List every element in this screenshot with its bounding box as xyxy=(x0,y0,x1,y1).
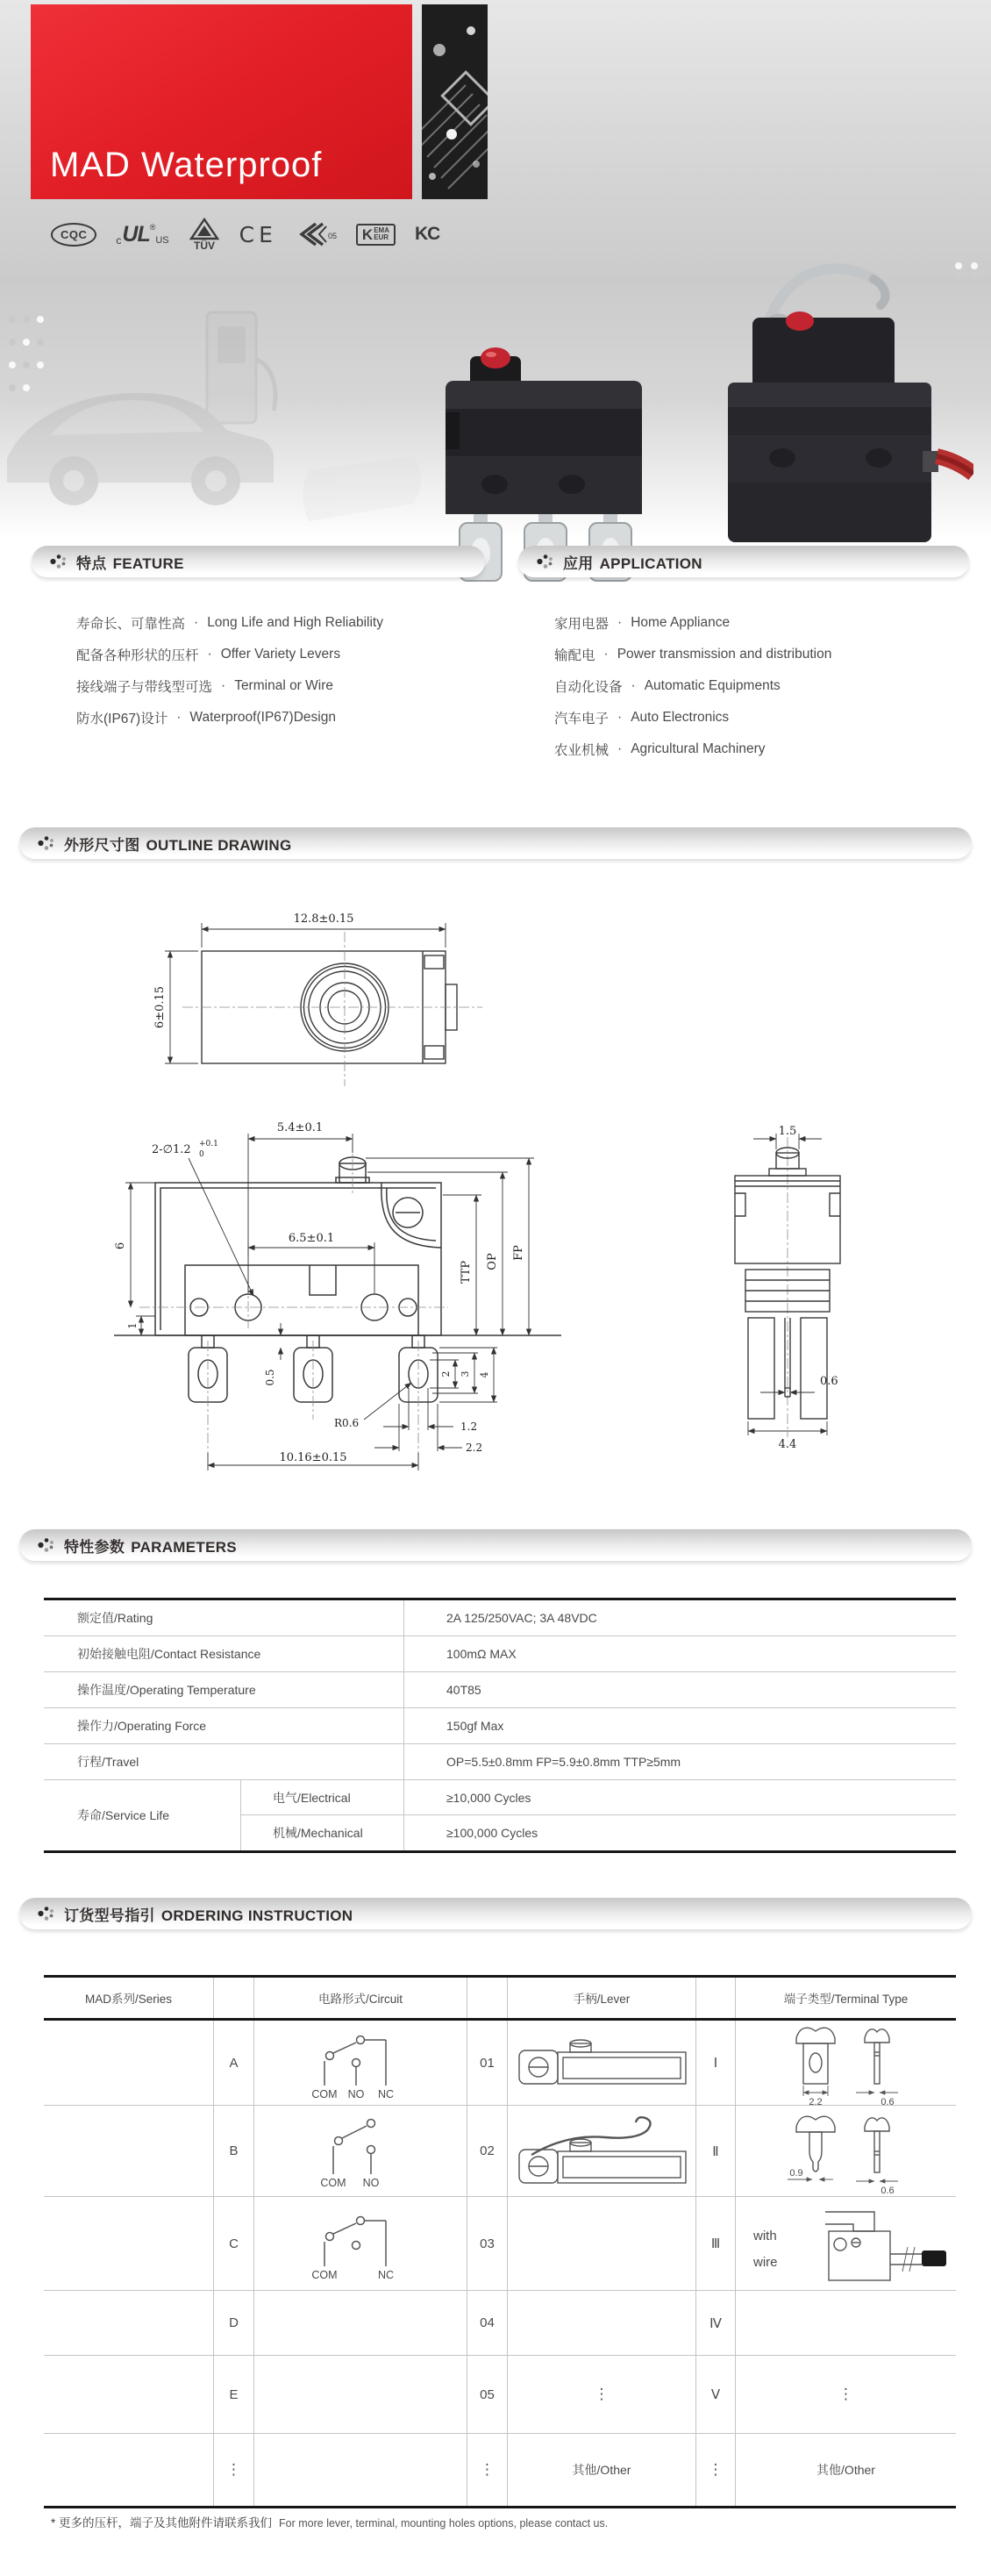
svg-text:COM: COM xyxy=(320,2176,346,2188)
code-number: 02 xyxy=(467,2106,507,2196)
code-number: 05 xyxy=(467,2356,507,2433)
application-item: 农业机械 · Agricultural Machinery xyxy=(554,741,766,758)
param-label: 额定值/Rating xyxy=(77,1611,153,1625)
section-title: 订货型号指引 ORDERING INSTRUCTION xyxy=(64,1907,353,1924)
table-row xyxy=(44,2356,956,2434)
table-row xyxy=(44,1672,956,1708)
application-item: 自动化设备 · Automatic Equipments xyxy=(554,678,781,695)
section-title: 特点 FEATURE xyxy=(76,555,184,572)
param-sublabel: 电气/Electrical xyxy=(240,1780,403,1814)
dots-icon xyxy=(49,553,67,570)
dim-label: 1.5 xyxy=(778,1125,797,1138)
dim-label: 4 xyxy=(479,1371,490,1378)
code-roman: Ⅱ xyxy=(695,2106,735,2196)
application-item: 输配电 · Power transmission and distribution xyxy=(554,647,832,663)
dim-label: 4.4 xyxy=(778,1438,797,1451)
dim-label: +0.1 xyxy=(199,1140,218,1148)
service-life-rows xyxy=(44,1780,956,1850)
code-letter: D xyxy=(213,2291,253,2355)
kema-keur-logo: K EMA EUR xyxy=(356,224,396,246)
circuit-diagram-spst-nc xyxy=(253,2197,467,2290)
code-roman: Ⅰ xyxy=(695,2021,735,2105)
table-row xyxy=(44,1744,956,1780)
parameters-section-header xyxy=(19,1529,972,1561)
svg-text:COM: COM xyxy=(311,2088,338,2100)
svg-text:COM: COM xyxy=(311,2269,338,2280)
code-letter: B xyxy=(213,2106,253,2196)
dim-label: 0.6 xyxy=(820,1375,838,1388)
table-row xyxy=(44,1636,956,1672)
dim-label: FP xyxy=(512,1245,525,1261)
outline-front-view-drawing xyxy=(101,1114,574,1483)
feature-item: 防水(IP67)设计 · Waterproof(IP67)Design xyxy=(76,710,336,726)
table-row xyxy=(44,1600,956,1636)
parameters-table xyxy=(44,1598,956,1853)
param-label: 操作温度/Operating Temperature xyxy=(77,1683,256,1697)
dim-label: R0.6 xyxy=(334,1417,360,1429)
svg-text:NO: NO xyxy=(347,2088,365,2100)
more-options-ellipsis: ⋮ xyxy=(467,2434,507,2506)
brand-block xyxy=(31,4,412,199)
table-row xyxy=(44,2291,956,2356)
ordering-section-header xyxy=(19,1898,972,1929)
table-header-row xyxy=(44,1978,956,2021)
param-label: 行程/Travel xyxy=(77,1755,139,1769)
application-item: 汽车电子 · Auto Electronics xyxy=(554,710,730,726)
dim-label: 10.16±0.15 xyxy=(279,1451,347,1464)
lever-drawing-pin xyxy=(507,2021,695,2105)
dim-label: TTP xyxy=(460,1260,473,1284)
dim-label: 2.2 xyxy=(466,1442,483,1454)
other-option-label: 其他/Other xyxy=(735,2434,956,2506)
param-sublabel: 机械/Mechanical xyxy=(240,1815,403,1850)
param-value: 150gf Max xyxy=(403,1708,956,1743)
dim-label: 5.4±0.1 xyxy=(276,1121,324,1134)
svg-text:2.2: 2.2 xyxy=(808,2097,823,2107)
dim-label: 2-∅1.2 xyxy=(152,1143,191,1156)
outline-section-header xyxy=(19,827,972,859)
code-number: 03 xyxy=(467,2197,507,2290)
dim-label: 2 xyxy=(440,1370,452,1377)
product-image-lever-switch xyxy=(702,251,973,564)
svg-text:with: with xyxy=(752,2229,777,2243)
param-label: 寿命/Service Life xyxy=(77,1808,170,1822)
outline-side-view-drawing xyxy=(697,1125,881,1451)
table-row xyxy=(44,2021,956,2106)
column-header-blank xyxy=(695,1978,735,2018)
tuv-logo xyxy=(189,218,220,251)
circuit-diagram-spst-no xyxy=(253,2106,467,2196)
kc-logo: KC xyxy=(414,224,440,244)
param-value: ≥100,000 Cycles xyxy=(403,1815,956,1850)
table-row xyxy=(44,1708,956,1744)
param-value: OP=5.5±0.8mm FP=5.9±0.8mm TTP≥5mm xyxy=(403,1744,956,1779)
terminal-drawing-1 xyxy=(735,2021,956,2105)
application-list xyxy=(554,607,831,765)
table-row xyxy=(44,2197,956,2291)
code-roman: Ⅴ xyxy=(695,2356,735,2433)
dim-label: 1 xyxy=(126,1322,139,1329)
section-title: 特性参数 PARAMETERS xyxy=(64,1538,237,1556)
circuit-board-image xyxy=(422,4,488,199)
dim-label: 0.5 xyxy=(264,1369,276,1386)
table-row xyxy=(240,1815,956,1850)
code-number: 04 xyxy=(467,2291,507,2355)
application-item: 家用电器 · Home Appliance xyxy=(554,615,731,632)
param-value: 40T85 xyxy=(403,1672,956,1707)
dots-icon xyxy=(536,553,553,570)
ek-logo xyxy=(296,220,337,248)
param-value: 100mΩ MAX xyxy=(403,1636,956,1671)
code-letter: C xyxy=(213,2197,253,2290)
table-row xyxy=(240,1780,956,1815)
feature-item: 接线端子与带线型可选 · Terminal or Wire xyxy=(76,678,334,695)
dim-label: 6±0.15 xyxy=(153,985,167,1029)
svg-text:NC: NC xyxy=(377,2269,395,2280)
column-header-terminal: 端子类型/Terminal Type xyxy=(735,1978,956,2018)
svg-text:05: 05 xyxy=(327,232,337,240)
column-header-blank xyxy=(467,1978,507,2018)
ul-logo: c UL ® US xyxy=(116,221,169,247)
footer-note: * 更多的压杆，端子及其他附件请联系我们 For more lever, terminal, mounting holes options, please contact us. xyxy=(51,2516,609,2529)
hero-banner xyxy=(0,0,991,539)
svg-text:TÜV: TÜV xyxy=(193,240,215,251)
dim-label: 6.5±0.1 xyxy=(288,1232,335,1245)
table-row xyxy=(44,2106,956,2197)
dots-icon xyxy=(37,1536,54,1554)
column-header-circuit: 电路形式/Circuit xyxy=(253,1978,467,2018)
dim-label: OP xyxy=(486,1253,499,1270)
svg-text:NC: NC xyxy=(377,2088,395,2100)
svg-text:NO: NO xyxy=(362,2176,380,2188)
certification-logos xyxy=(51,216,439,253)
feature-item: 寿命长、可靠性高 · Long Life and High Reliability xyxy=(76,615,383,632)
application-section-header xyxy=(518,546,969,577)
dim-label: 1.2 xyxy=(460,1420,478,1433)
table-row xyxy=(44,2434,956,2506)
column-header-lever: 手柄/Lever xyxy=(507,1978,695,2018)
svg-text:0.6: 0.6 xyxy=(880,2185,895,2196)
lever-drawing-simulated xyxy=(507,2106,695,2196)
svg-text:0.6: 0.6 xyxy=(880,2097,895,2107)
code-number: 01 xyxy=(467,2021,507,2105)
param-label: 初始接触电阻/Contact Resistance xyxy=(77,1647,261,1661)
dots-icon xyxy=(37,1905,54,1922)
param-value: 2A 125/250VAC; 3A 48VDC xyxy=(403,1600,956,1635)
dim-label: 0 xyxy=(199,1150,204,1159)
more-options-ellipsis: ⋮ xyxy=(507,2356,695,2433)
dim-label: 3 xyxy=(460,1370,471,1377)
feature-item: 配备各种形状的压杆 · Offer Variety Levers xyxy=(76,647,341,663)
param-label: 操作力/Operating Force xyxy=(77,1719,207,1733)
svg-text:wire: wire xyxy=(752,2255,778,2270)
cqc-logo: CQC xyxy=(51,223,96,247)
more-options-ellipsis: ⋮ xyxy=(735,2356,956,2433)
outline-top-view-drawing xyxy=(132,905,500,1106)
param-value: ≥10,000 Cycles xyxy=(403,1780,956,1814)
more-options-ellipsis: ⋮ xyxy=(213,2434,253,2506)
feature-section-header xyxy=(32,546,485,577)
code-roman: Ⅲ xyxy=(695,2197,735,2290)
feature-list xyxy=(76,607,383,733)
svg-text:0.9: 0.9 xyxy=(788,2167,803,2179)
code-letter: A xyxy=(213,2021,253,2105)
column-header-blank xyxy=(213,1978,253,2018)
dots-icon xyxy=(37,834,54,852)
column-header-series: MAD系列/Series xyxy=(84,1993,172,2006)
code-letter: E xyxy=(213,2356,253,2433)
more-options-ellipsis: ⋮ xyxy=(695,2434,735,2506)
section-title: 外形尺寸图 OUTLINE DRAWING xyxy=(64,836,292,854)
other-option-label: 其他/Other xyxy=(507,2434,695,2506)
section-title: 应用 APPLICATION xyxy=(563,555,702,572)
circuit-diagram-spdt xyxy=(253,2021,467,2105)
terminal-drawing-wire xyxy=(735,2197,956,2290)
ce-logo: CE xyxy=(239,221,277,247)
page-title: MAD Waterproof xyxy=(50,146,323,184)
dim-label: 12.8±0.15 xyxy=(293,912,354,926)
code-roman: Ⅳ xyxy=(695,2291,735,2355)
dim-label: 6 xyxy=(114,1241,127,1250)
ordering-table xyxy=(44,1975,956,2508)
terminal-drawing-2 xyxy=(735,2106,956,2196)
car-background-image xyxy=(0,307,438,541)
